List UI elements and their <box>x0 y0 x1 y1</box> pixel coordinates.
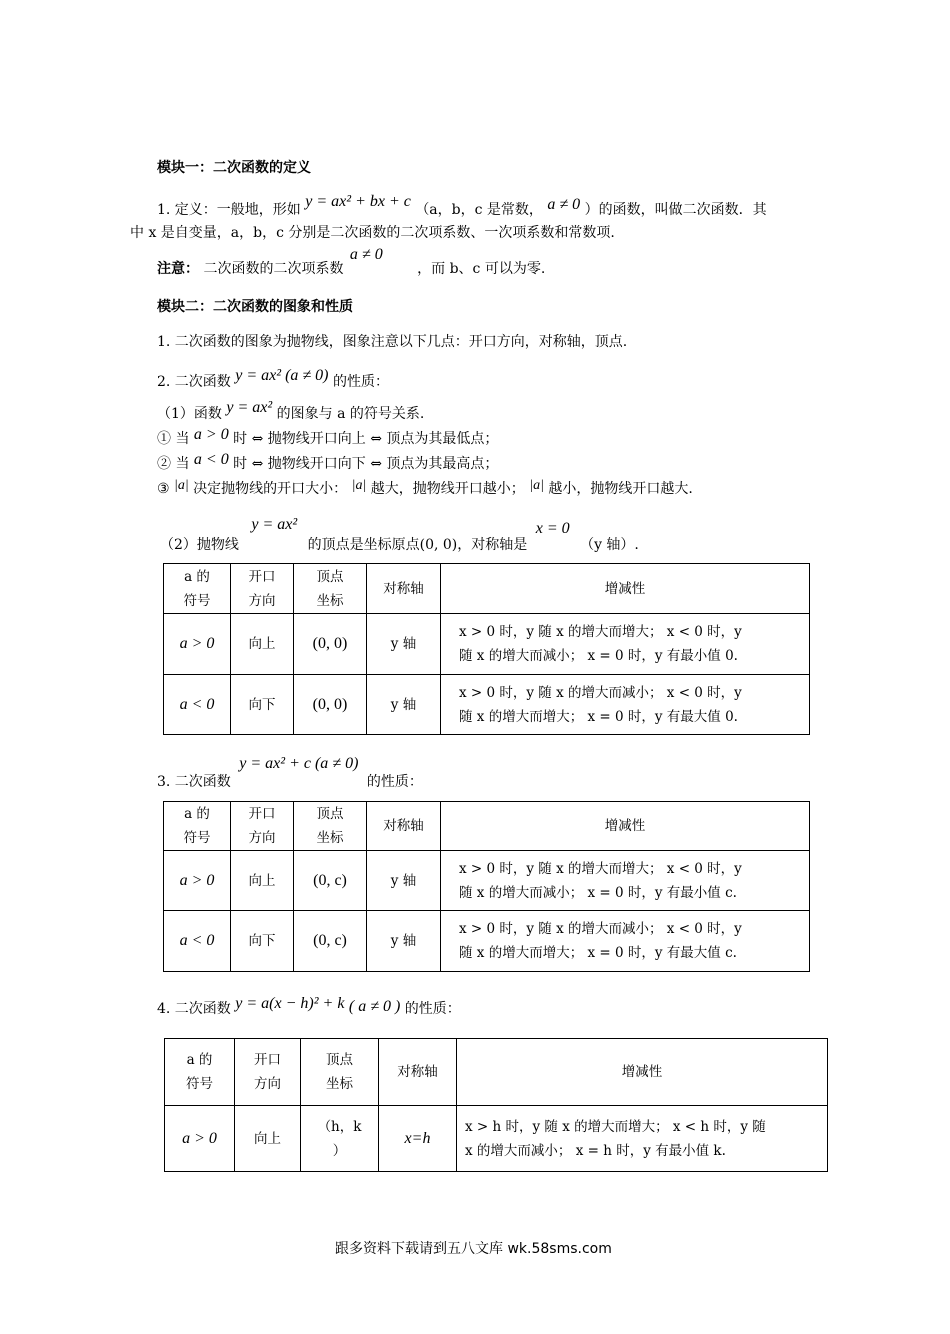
cell-axis: x=h <box>379 1106 457 1172</box>
c1-text-a: ① 当 <box>157 431 190 447</box>
cell-direction: 向上 <box>231 851 294 911</box>
s1-text-b: 的图象与 a 的符号关系. <box>276 406 425 422</box>
cell-sign: a < 0 <box>164 911 231 972</box>
c2-condition: a < 0 <box>193 451 229 468</box>
cell-sign: a > 0 <box>164 851 231 911</box>
p4-condition: ( a ≠ 0 ) <box>348 998 401 1015</box>
subpoint-1 <box>157 399 425 423</box>
s2-text-a: （2）抛物线 <box>160 537 239 553</box>
s2-formula: y = ax² <box>251 516 298 533</box>
case-2 <box>157 453 498 473</box>
def-condition: a ≠ 0 <box>547 196 581 213</box>
subpoint-2 <box>160 516 639 554</box>
p4-text-b: 的性质： <box>404 1001 461 1017</box>
header-direction: 开口 方向 <box>231 564 294 614</box>
table-ax2-plus-c <box>163 801 810 972</box>
p2-text-a: 2. 二次函数 <box>157 374 231 390</box>
p4-text-a: 4. 二次函数 <box>157 1001 231 1017</box>
cell-monotonicity: x > h 时，y 随 x 的增大而增大； x < h 时，y 随 x 的增大而减小； x = h 时，y 有最小值 k. <box>457 1106 828 1172</box>
p2-formula: y = ax² (a ≠ 0) <box>235 367 329 384</box>
table-header-row <box>165 1039 828 1106</box>
definition-line-2: 中 x 是自变量，a，b，c 分别是二次函数的二次项系数、一次项系数和常数项. <box>130 225 615 241</box>
p4-formula: y = a(x − h)² + k <box>235 995 345 1012</box>
header-sign: a 的 符号 <box>164 802 231 851</box>
s2-text-c: （y 轴）. <box>580 537 639 553</box>
c1-text-b: 时 ⇔ 抛物线开口向上 ⇔ 顶点为其最低点； <box>233 431 499 447</box>
table-vertex-form <box>164 1038 828 1172</box>
def-text-a: 1. 定义：一般地，形如 <box>157 202 301 218</box>
c3-abs-3: |a| <box>529 478 544 493</box>
s2-text-b: 的顶点是坐标原点(0, 0)，对称轴是 <box>307 537 528 553</box>
def-text-b: （a，b，c 是常数， <box>415 202 543 218</box>
table-row <box>165 1106 828 1172</box>
cell-axis: y 轴 <box>367 614 441 675</box>
p3-formula: y = ax² + c (a ≠ 0) <box>239 755 359 772</box>
module1-heading: 模块一：二次函数的定义 <box>157 160 311 176</box>
header-vertex: 顶点 坐标 <box>301 1039 379 1106</box>
cell-direction: 向下 <box>231 911 294 972</box>
cell-monotonicity: x > 0 时，y 随 x 的增大而减小； x < 0 时，y 随 x 的增大而增大； x = 0 时，y 有最大值 c. <box>441 911 810 972</box>
cell-direction: 向上 <box>235 1106 301 1172</box>
table-header-row <box>164 802 810 851</box>
cell-vertex: (0, 0) <box>294 675 367 735</box>
table-row <box>164 911 810 972</box>
s1-formula: y = ax² <box>226 399 273 416</box>
c3-text-a: ③ <box>157 481 170 497</box>
cell-axis: y 轴 <box>367 851 441 911</box>
cell-sign: a > 0 <box>165 1106 235 1172</box>
header-monotonicity: 增减性 <box>441 802 810 851</box>
definition-line-1 <box>157 193 767 219</box>
header-axis: 对称轴 <box>379 1039 457 1106</box>
cell-sign: a < 0 <box>164 675 231 735</box>
c3-abs-1: |a| <box>174 478 189 493</box>
point-4 <box>157 995 461 1018</box>
header-sign: a 的 符号 <box>164 564 231 614</box>
header-direction: 开口 方向 <box>235 1039 301 1106</box>
cell-vertex: （h，k ） <box>301 1106 379 1172</box>
header-vertex: 顶点 坐标 <box>294 802 367 851</box>
note-text-a: 二次函数的二次项系数 <box>203 261 344 277</box>
cell-monotonicity: x > 0 时，y 随 x 的增大而增大； x < 0 时，y 随 x 的增大而减小； x = 0 时，y 有最小值 0. <box>441 614 810 675</box>
table-ax2 <box>163 563 810 735</box>
p3-text-a: 3. 二次函数 <box>157 774 231 790</box>
table-row <box>164 675 810 735</box>
c3-abs-2: |a| <box>351 478 367 493</box>
p3-text-b: 的性质： <box>366 774 423 790</box>
c3-text-c: 越大，抛物线开口越小； <box>370 481 525 497</box>
header-monotonicity: 增减性 <box>457 1039 828 1106</box>
header-sign: a 的 符号 <box>165 1039 235 1106</box>
cell-vertex: (0, 0) <box>294 614 367 675</box>
s2-axis: x = 0 <box>535 520 570 537</box>
s1-text-a: （1）函数 <box>157 406 222 422</box>
note-label: 注意： <box>157 261 199 277</box>
def-formula: y = ax² + bx + c <box>305 193 411 210</box>
note-line <box>157 246 546 278</box>
c3-text-b: 决定抛物线的开口大小： <box>193 481 348 497</box>
cell-direction: 向上 <box>231 614 294 675</box>
table-row <box>164 851 810 911</box>
header-direction: 开口 方向 <box>231 802 294 851</box>
note-condition: a ≠ 0 <box>349 246 383 263</box>
cell-axis: y 轴 <box>367 911 441 972</box>
cell-direction: 向下 <box>231 675 294 735</box>
cell-sign: a > 0 <box>164 614 231 675</box>
footer-link[interactable]: 跟多资料下载请到五八文库 wk.58sms.com <box>335 1241 612 1257</box>
cell-vertex: (0, c) <box>294 851 367 911</box>
point-2 <box>157 367 389 391</box>
c2-text-b: 时 ⇔ 抛物线开口向下 ⇔ 顶点为其最高点； <box>233 456 499 472</box>
header-axis: 对称轴 <box>367 802 441 851</box>
case-1 <box>157 428 498 448</box>
header-monotonicity: 增减性 <box>441 564 810 614</box>
header-axis: 对称轴 <box>367 564 441 614</box>
c1-condition: a > 0 <box>193 426 229 443</box>
table-header-row <box>164 564 810 614</box>
note-text-b: ，而 b、c 可以为零. <box>417 261 546 277</box>
cell-vertex: (0, c) <box>294 911 367 972</box>
c2-text-a: ② 当 <box>157 456 190 472</box>
header-vertex: 顶点 坐标 <box>294 564 367 614</box>
c3-text-d: 越小，抛物线开口越大. <box>548 481 693 497</box>
def-text-c: ）的函数，叫做二次函数．其 <box>584 202 767 218</box>
case-3 <box>157 478 693 498</box>
cell-monotonicity: x > 0 时，y 随 x 的增大而减小； x < 0 时，y 随 x 的增大而增大； x = 0 时，y 有最大值 0. <box>441 675 810 735</box>
point-3 <box>157 755 423 791</box>
cell-axis: y 轴 <box>367 675 441 735</box>
point-1: 1. 二次函数的图象为抛物线，图象注意以下几点：开口方向，对称轴，顶点. <box>157 334 628 350</box>
cell-monotonicity: x > 0 时，y 随 x 的增大而增大； x < 0 时，y 随 x 的增大而减小； x = 0 时，y 有最小值 c. <box>441 851 810 911</box>
module2-heading: 模块二：二次函数的图象和性质 <box>157 299 353 315</box>
p2-text-b: 的性质： <box>332 374 389 390</box>
table-row <box>164 614 810 675</box>
